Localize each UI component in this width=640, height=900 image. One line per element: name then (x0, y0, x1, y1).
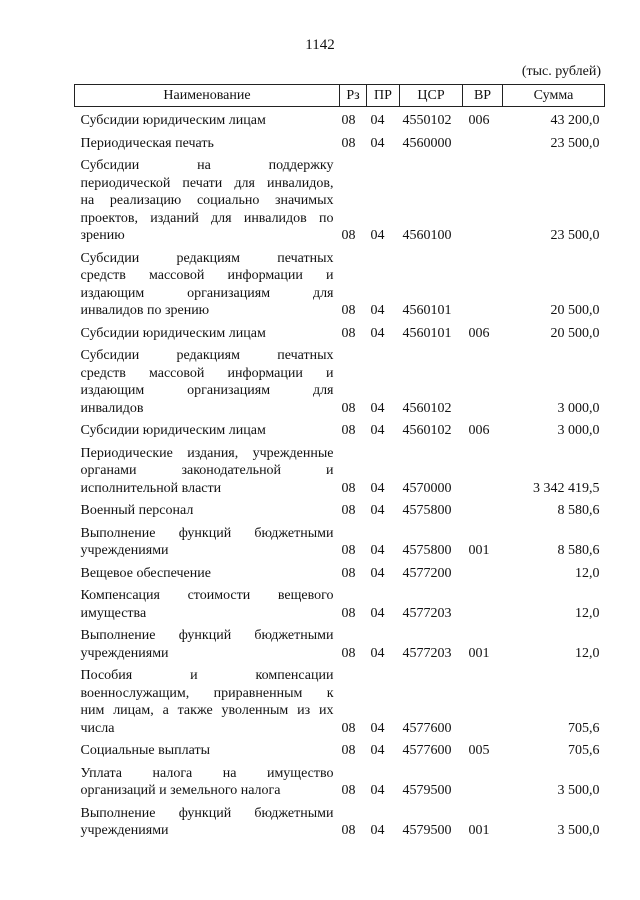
row-sum: 3 500,0 (557, 783, 600, 798)
row-name-line: Пособия и компенсации (80, 668, 334, 683)
units-label: (тыс. рублей) (521, 64, 601, 79)
row-csr: 4577203 (402, 645, 452, 661)
row-pr: 04 (370, 645, 385, 661)
row-name-line: Субсидии юридическим лицам (80, 113, 266, 128)
row-pr: 04 (370, 325, 385, 341)
row-sum: 3 000,0 (557, 423, 600, 438)
row-sum: 705,6 (568, 743, 600, 758)
table-row (75, 622, 605, 662)
row-vr (463, 245, 503, 320)
row-name (75, 582, 340, 622)
row-name-line: органами законодательной и (80, 463, 334, 478)
table-body (75, 107, 605, 840)
row-rz: 08 (341, 565, 356, 581)
row-vr (463, 497, 503, 520)
row-sum: 20 500,0 (550, 325, 600, 341)
row-csr: 4575800 (402, 543, 452, 558)
row-name (75, 320, 340, 343)
row-vr (463, 130, 503, 153)
table-row (75, 737, 605, 760)
row-rz: 08 (341, 135, 356, 151)
row-sum: 705,6 (568, 720, 600, 736)
row-name-line: Уплата налога на имущество (80, 765, 334, 781)
row-rz: 08 (341, 823, 356, 838)
row-rz: 08 (341, 325, 356, 341)
row-pr: 04 (370, 135, 385, 151)
row-pr: 04 (370, 423, 385, 438)
row-rz: 08 (341, 503, 356, 518)
row-vr: 001 (468, 823, 490, 838)
row-sum: 3 342 419,5 (533, 480, 600, 496)
table-row (75, 760, 605, 800)
row-name-line: учреждениями (80, 823, 169, 838)
table-row (75, 152, 605, 245)
row-pr: 04 (370, 605, 385, 621)
header-rz: Рз (340, 85, 367, 107)
row-name (75, 130, 340, 153)
row-name-line: Выполнение функций бюджетными (80, 525, 334, 541)
row-name-line: организаций и земельного налога (80, 783, 281, 798)
row-name-line: средств массовой информации и (80, 268, 334, 283)
table-row (75, 582, 605, 622)
row-name (75, 560, 340, 583)
row-name-line: Субсидии редакциям печатных (80, 250, 334, 266)
row-name-line: Компенсация стоимости вещевого (80, 588, 334, 603)
row-sum: 43 200,0 (550, 113, 600, 128)
row-rz: 08 (341, 720, 356, 736)
row-pr: 04 (370, 823, 385, 838)
row-csr: 4560000 (402, 135, 452, 151)
row-sum: 8 580,6 (557, 503, 600, 518)
row-csr: 4550102 (402, 113, 452, 128)
row-name-line: Субсидии на поддержку (80, 158, 334, 173)
row-vr: 006 (468, 113, 490, 128)
row-name-line: инвалидов по зрению (80, 303, 210, 318)
row-rz: 08 (341, 303, 356, 318)
row-vr (463, 560, 503, 583)
row-name (75, 760, 340, 800)
header-vr: ВР (463, 85, 503, 107)
row-csr: 4577600 (402, 743, 452, 758)
table-row (75, 342, 605, 417)
row-name-line: средств массовой информации и (80, 365, 334, 381)
row-sum: 8 580,6 (557, 543, 600, 558)
row-csr: 4575800 (402, 503, 452, 518)
row-vr: 005 (468, 743, 490, 758)
row-vr: 001 (468, 543, 490, 558)
row-sum: 12,0 (575, 645, 600, 661)
budget-table (74, 84, 605, 840)
row-name-line: на реализацию социально значимых (80, 193, 334, 208)
row-vr (463, 582, 503, 622)
row-csr: 4560101 (402, 325, 452, 341)
row-name (75, 342, 340, 417)
row-name (75, 440, 340, 498)
row-name-line: Периодическая печать (80, 135, 214, 151)
row-csr: 4577200 (402, 565, 452, 581)
table-row (75, 497, 605, 520)
row-name-line: Вещевое обеспечение (80, 565, 211, 581)
row-pr: 04 (370, 303, 385, 318)
row-name (75, 245, 340, 320)
row-sum: 3 500,0 (557, 823, 600, 838)
row-vr: 006 (468, 325, 490, 341)
row-name-line: периодической печати для инвалидов, (80, 175, 334, 191)
table-row (75, 800, 605, 840)
header-pr: ПР (367, 85, 400, 107)
row-name-line: издающим организациям для (80, 285, 334, 301)
table-row (75, 662, 605, 737)
row-csr: 4577600 (402, 720, 452, 736)
table-row (75, 130, 605, 153)
row-csr: 4560100 (402, 228, 452, 243)
row-rz: 08 (341, 228, 356, 243)
row-vr: 001 (468, 645, 490, 661)
row-csr: 4579500 (402, 783, 452, 798)
row-name-line: имущества (80, 605, 147, 621)
row-name (75, 737, 340, 760)
row-pr: 04 (370, 480, 385, 496)
row-name-line: инвалидов (80, 400, 144, 416)
row-name-line: Выполнение функций бюджетными (80, 805, 334, 821)
row-sum: 20 500,0 (550, 303, 600, 318)
row-pr: 04 (370, 720, 385, 736)
row-csr: 4579500 (402, 823, 452, 838)
page-number: 1142 (305, 37, 335, 53)
table-row (75, 107, 605, 130)
row-rz: 08 (341, 423, 356, 438)
row-name (75, 800, 340, 840)
row-name-line: Выполнение функций бюджетными (80, 628, 334, 643)
row-name-line: издающим организациям для (80, 383, 334, 398)
row-name-line: учреждениями (80, 543, 169, 558)
row-name-line: Периодические издания, учрежденные (80, 445, 334, 461)
row-vr (463, 152, 503, 245)
row-pr: 04 (370, 113, 385, 128)
table-row (75, 560, 605, 583)
header-name: Наименование (75, 85, 340, 107)
row-csr: 4577203 (402, 605, 452, 621)
table-row (75, 520, 605, 560)
row-sum: 23 500,0 (550, 228, 600, 243)
row-name-line: Субсидии юридическим лицам (80, 423, 266, 438)
row-rz: 08 (341, 743, 356, 758)
row-rz: 08 (341, 400, 356, 416)
row-pr: 04 (370, 543, 385, 558)
row-name (75, 107, 340, 130)
row-pr: 04 (370, 228, 385, 243)
row-vr: 006 (468, 423, 490, 438)
row-name (75, 152, 340, 245)
table-row (75, 417, 605, 440)
table-row (75, 245, 605, 320)
row-rz: 08 (341, 605, 356, 621)
row-pr: 04 (370, 565, 385, 581)
row-name-line: Социальные выплаты (80, 743, 211, 758)
table-row (75, 320, 605, 343)
row-pr: 04 (370, 783, 385, 798)
row-name (75, 662, 340, 737)
row-rz: 08 (341, 543, 356, 558)
row-vr (463, 440, 503, 498)
table-row (75, 440, 605, 498)
row-vr (463, 342, 503, 417)
row-pr: 04 (370, 400, 385, 416)
row-rz: 08 (341, 113, 356, 128)
row-rz: 08 (341, 645, 356, 661)
row-vr (463, 662, 503, 737)
row-name (75, 417, 340, 440)
row-pr: 04 (370, 743, 385, 758)
header-csr: ЦСР (400, 85, 463, 107)
row-name-line: ним лицам, а также уволенным из их (80, 703, 334, 718)
row-name (75, 497, 340, 520)
row-vr (463, 760, 503, 800)
row-name (75, 622, 340, 662)
row-name-line: проектов, изданий для инвалидов по (80, 210, 334, 226)
row-name-line: Военный персонал (80, 503, 194, 518)
row-csr: 4560102 (402, 400, 452, 416)
row-name-line: числа (80, 720, 115, 736)
row-sum: 23 500,0 (550, 135, 600, 151)
row-name-line: зрению (80, 228, 125, 243)
row-sum: 12,0 (575, 605, 600, 621)
row-csr: 4570000 (402, 480, 452, 496)
row-sum: 12,0 (575, 565, 600, 581)
row-name-line: Субсидии редакциям печатных (80, 348, 334, 363)
row-rz: 08 (341, 783, 356, 798)
row-csr: 4560101 (402, 303, 452, 318)
row-rz: 08 (341, 480, 356, 496)
header-sum: Сумма (503, 85, 605, 107)
row-pr: 04 (370, 503, 385, 518)
row-csr: 4560102 (402, 423, 452, 438)
row-name (75, 520, 340, 560)
row-name-line: учреждениями (80, 645, 169, 661)
row-name-line: Субсидии юридическим лицам (80, 325, 266, 341)
row-sum: 3 000,0 (557, 400, 600, 416)
row-name-line: исполнительной власти (80, 480, 222, 496)
table-header (75, 85, 605, 107)
row-name-line: военнослужащим, приравненным к (80, 685, 334, 701)
